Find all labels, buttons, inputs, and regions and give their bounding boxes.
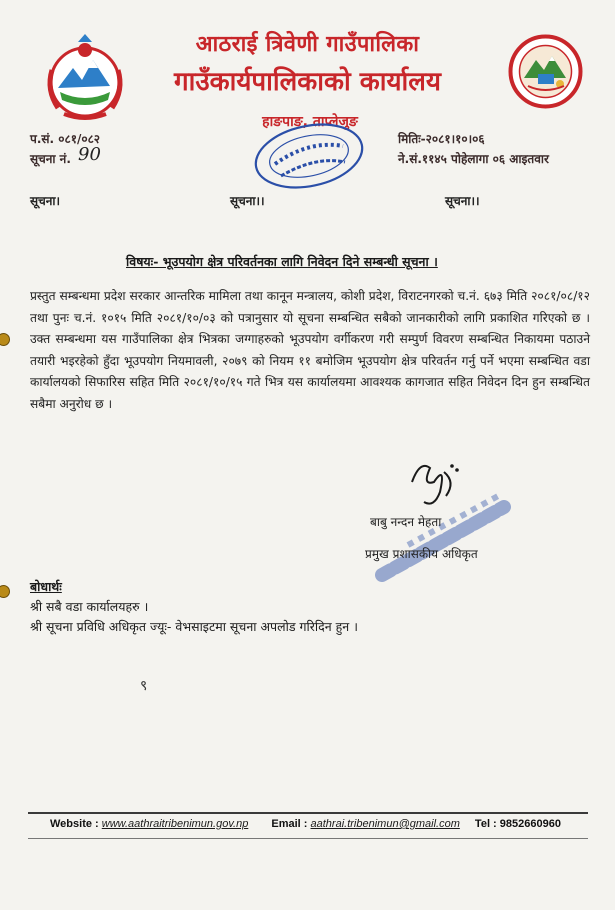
- nepal-sambat-date: ने.सं.११४५ पोहेलागा ०६ आइतवार: [398, 152, 549, 166]
- notice-label-center: सूचना।।: [230, 194, 265, 208]
- notice-body: प्रस्तुत सम्बन्धमा प्रदेश सरकार आन्तरिक मामिला तथा कानून मन्त्रालय, कोशी प्रदेश, विराटनगरको च.नं. ६७३ मिति २०८१/०८/१२ तथा पुनः च.नं. १०१५ मिति २०८१/१०/०३ को पत्रानुसार यो सूचना सम्बन्धित सबैको जानकारीको लागि प्रकाशित गरिएको छ । उक्त सम्बन्धमा यस गाउँपालिका क्षेत्र भित्रका जग्गाहरुको भूउपयोग वर्गीकरण गरी सम्पुर्ण विवरण सम्बन्धित निकायमा पठाउने तयारी भइरहेको हुँदा भूउपयोग नियमावली, २०७९ को नियम ११ बमोजिम भूउपयोग क्षेत्र परिवर्तन गर्नु पर्ने भएमा सम्बन्धित वडा कार्यालयको सिफारिस सहित मिति २०८१/१०/१५ गते भित्र यस कार्यालयमा आवश्यक कागजात सहित निवेदन दिन हुन सम्बन्धित सबैमा अनुरोध छ ।: [30, 289, 590, 411]
- email-label: Email :: [271, 818, 308, 830]
- website-label: Website :: [50, 818, 99, 830]
- footer-contact: [28, 818, 588, 830]
- office-name: गाउँकार्यपालिकाको कार्यालय: [174, 67, 441, 97]
- notice-subject: विषयः- भूउपयोग क्षेत्र परिवर्तनका लागि निवेदन दिने सम्बन्धी सूचना ।: [126, 254, 438, 269]
- email-link[interactable]: aathrai.tribenimun@gmail.com: [310, 818, 460, 830]
- handwritten-mark: ९: [140, 678, 148, 694]
- notice-label-right: सूचना।।: [445, 194, 480, 208]
- signatory-title: प्रमुख प्रशासकीय अधिकृत: [365, 547, 478, 561]
- notice-number-label: सूचना नं.: [30, 152, 71, 166]
- cc-item: श्री सूचना प्रविधि अधिकृत ज्यूः- वेभसाइटमा सूचना अपलोड गरिदिन हुन ।: [30, 619, 358, 634]
- tel-number: 9852660960: [499, 818, 561, 830]
- signatory-name: बाबु नन्दन मेहता: [370, 515, 442, 529]
- cc-item: श्री सबै वडा कार्यालयहरु ।: [30, 599, 149, 614]
- office-address: हाङपाङ, ताप्लेजुङ: [262, 114, 358, 130]
- cc-heading: बोधार्थः: [30, 579, 62, 594]
- tel-label: Tel :: [474, 818, 497, 830]
- nepal-emblem-logo: [38, 30, 133, 125]
- notice-number-handwritten: 90: [78, 144, 101, 165]
- municipality-name: आठराई त्रिवेणी गाउँपालिका: [195, 32, 420, 57]
- binder-hole: [0, 333, 10, 346]
- footer-rule: [28, 812, 588, 814]
- signature-stamp: [372, 485, 512, 585]
- website-link[interactable]: www.aathraitribenimun.gov.np: [101, 818, 249, 830]
- binder-hole: [0, 585, 10, 598]
- reference-number: प.सं. ०८१/०८२: [30, 132, 101, 146]
- issue-date: मितिः-२०८१।१०।०६: [398, 132, 485, 146]
- municipality-seal-logo: [508, 34, 583, 109]
- notice-label-left: सूचना।: [30, 194, 61, 208]
- footer-rule-bottom: [28, 838, 588, 839]
- office-stamp: [245, 120, 373, 190]
